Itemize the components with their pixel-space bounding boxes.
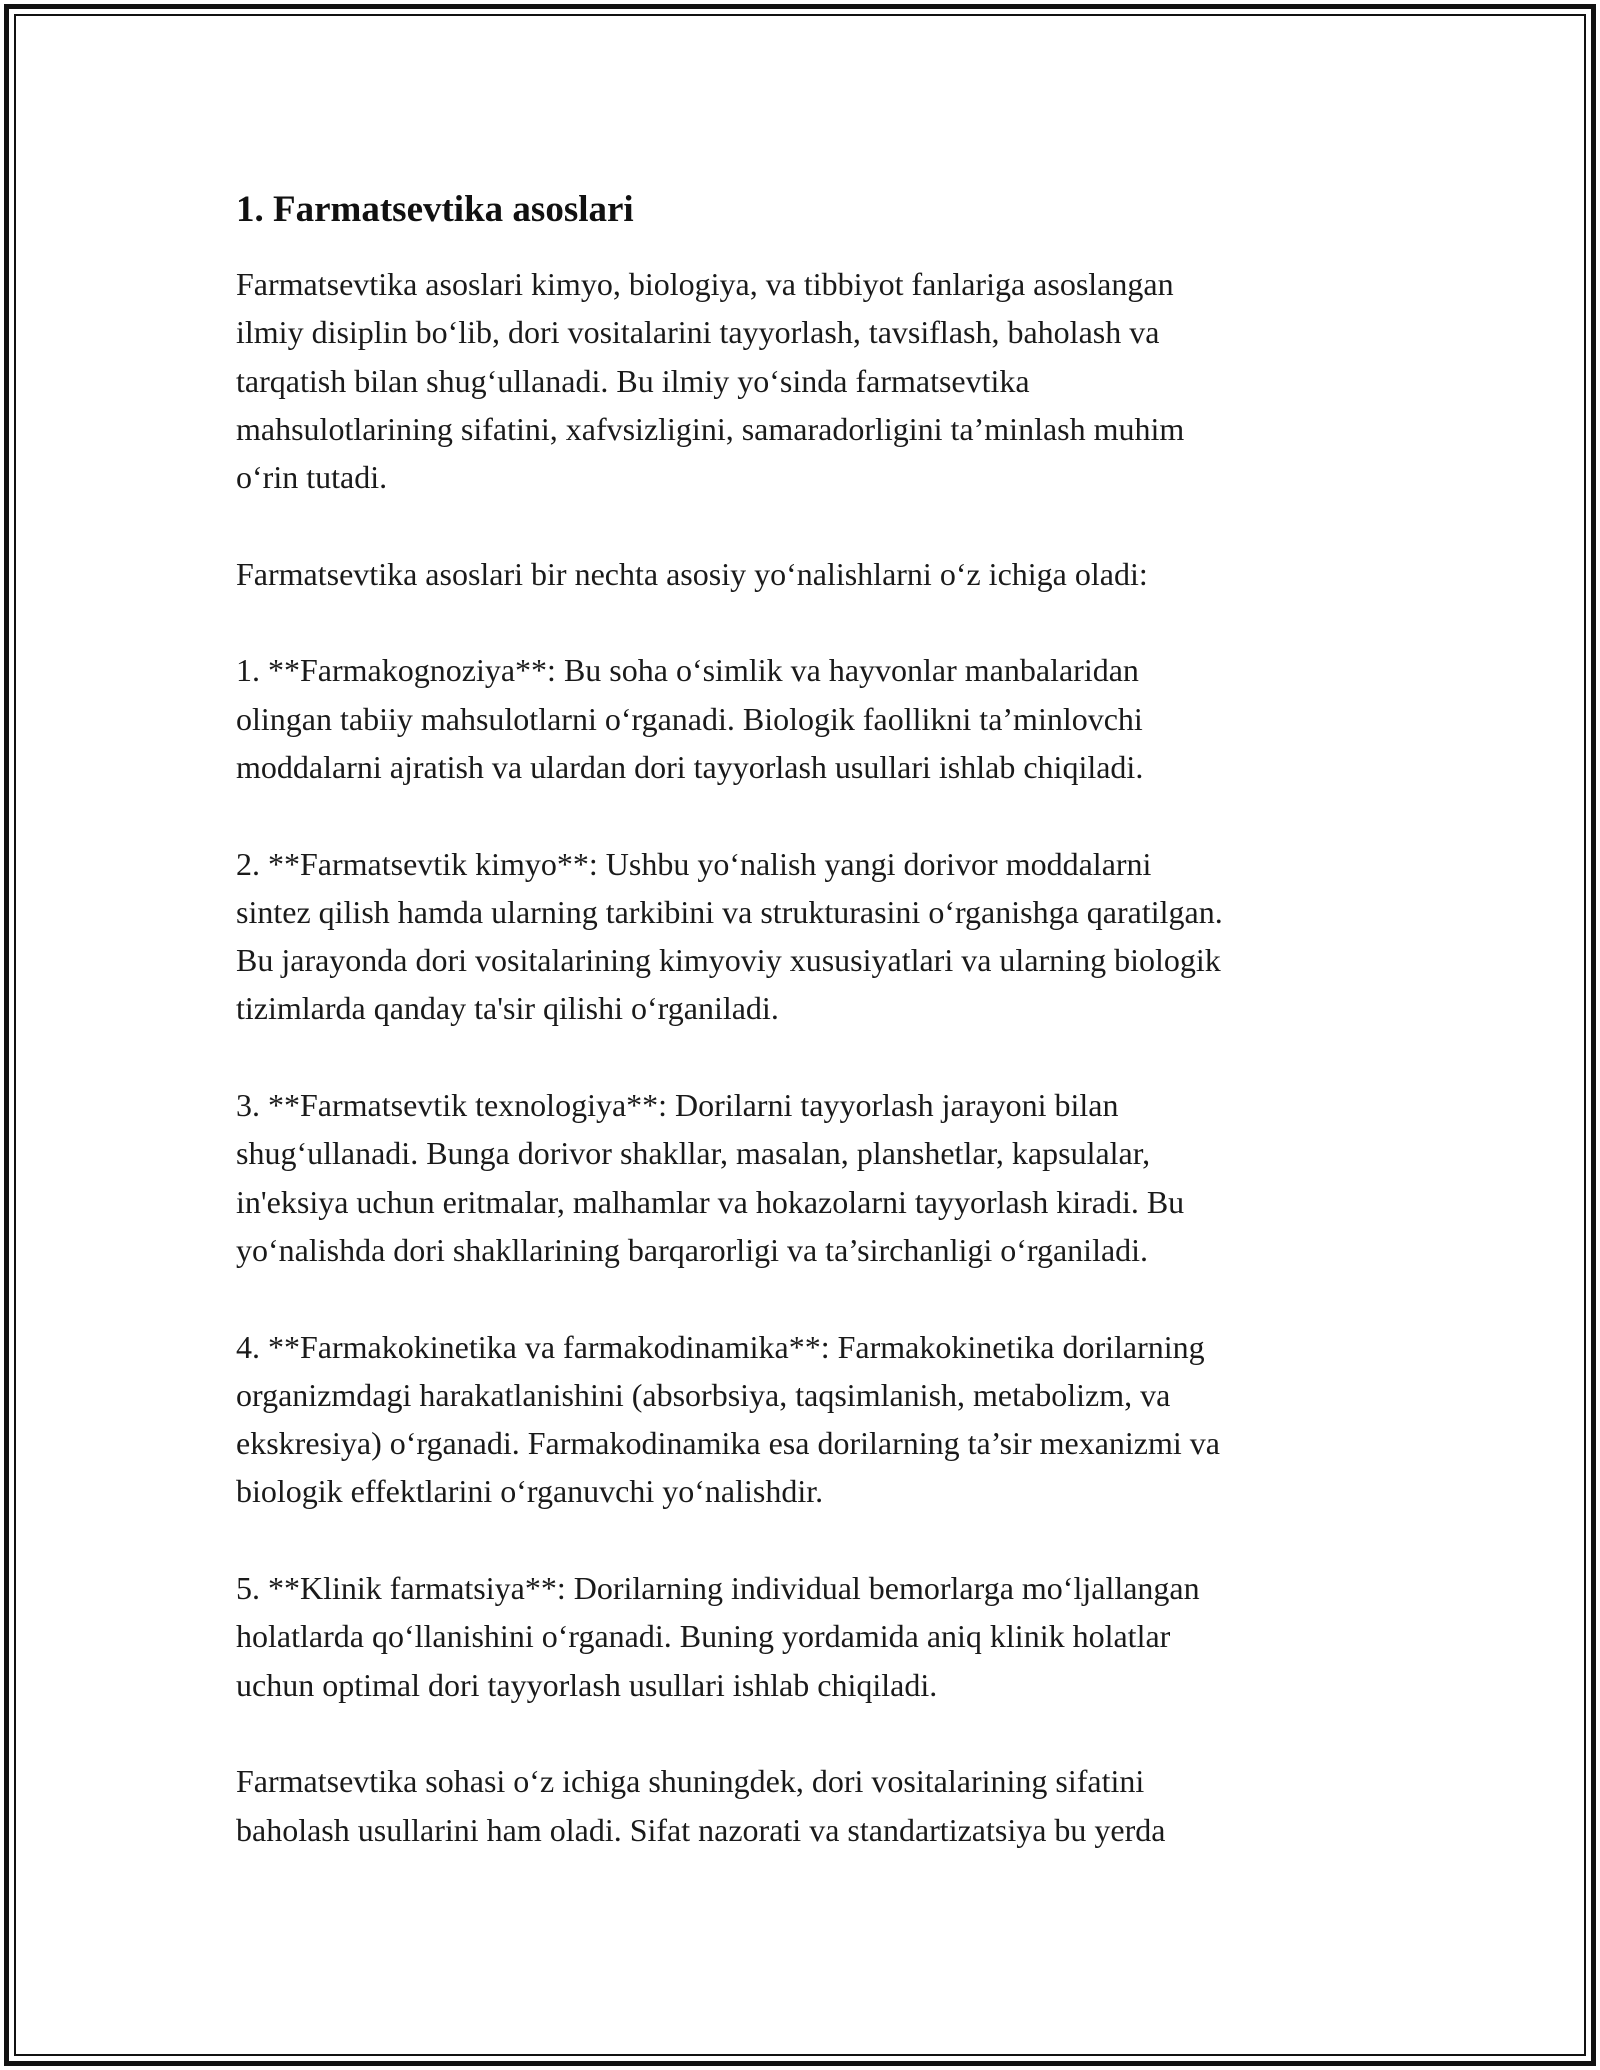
text-line: Farmatsevtika sohasi o‘z ichiga shuningdek, dori vositalarining sifatini bbox=[236, 1763, 1145, 1800]
list-item-klinik-farmatsiya bbox=[236, 1564, 1376, 1709]
paragraph-intro bbox=[236, 260, 1376, 501]
text-line: tizimlarda qanday ta'sir qilishi o‘rganiladi. bbox=[236, 990, 779, 1027]
text-line: baholash usullarini ham oladi. Sifat nazorati va standartizatsiya bu yerda bbox=[236, 1811, 1166, 1848]
text-line: olingan tabiiy mahsulotlarni o‘rganadi. Biologik faollikni ta’minlovchi bbox=[236, 700, 1143, 737]
text-line: 1. **Farmakognoziya**: Bu soha o‘simlik va hayvonlar manbalaridan bbox=[236, 652, 1139, 689]
text-line: ilmiy disiplin bo‘lib, dori vositalarini tayyorlash, tavsiflash, baholash va bbox=[236, 314, 1160, 351]
text-line: Farmatsevtika asoslari kimyo, biologiya, va tibbiyot fanlariga asoslangan bbox=[236, 266, 1174, 302]
text-line: moddalarni ajratish va ulardan dori tayyorlash usullari ishlab chiqiladi. bbox=[236, 748, 1144, 785]
text-line: mahsulotlarining sifatini, xafvsizligini, samaradorligini ta’minlash muhim bbox=[236, 410, 1185, 447]
text-line: in'eksiya uchun eritmalar, malhamlar va hokazolarni tayyorlash kiradi. Bu bbox=[236, 1183, 1185, 1220]
list-item-farmakognoziya bbox=[236, 646, 1376, 791]
paragraph-directions-intro bbox=[236, 550, 1376, 598]
list-item-farmatsevtik-kimyo bbox=[236, 840, 1376, 1033]
text-line: 3. **Farmatsevtik texnologiya**: Dorilarni tayyorlash jarayoni bilan bbox=[236, 1087, 1119, 1124]
list-item-farmatsevtik-texnologiya bbox=[236, 1081, 1376, 1274]
text-line: o‘rin tutadi. bbox=[236, 459, 388, 496]
text-line: 5. **Klinik farmatsiya**: Dorilarning individual bemorlarga mo‘ljallangan bbox=[236, 1570, 1200, 1607]
paragraph-quality bbox=[236, 1757, 1376, 1854]
text-line: shug‘ullanadi. Bunga dorivor shakllar, masalan, planshetlar, kapsulalar, bbox=[236, 1135, 1151, 1172]
text-line: uchun optimal dori tayyorlash usullari ishlab chiqiladi. bbox=[236, 1666, 938, 1703]
section-heading: 1. Farmatsevtika asoslari bbox=[236, 189, 634, 230]
document-body bbox=[236, 186, 1376, 1902]
text-line: Bu jarayonda dori vositalarining kimyoviy xususiyatlari va ularning biologik bbox=[236, 942, 1221, 979]
text-line: organizmdagi harakatlanishini (absorbsiya, taqsimlanish, metabolizm, va bbox=[236, 1376, 1171, 1413]
list-item-farmakokinetika bbox=[236, 1323, 1376, 1516]
text-line: ekskresiya) o‘rganadi. Farmakodinamika esa dorilarning ta’sir mexanizmi va bbox=[236, 1425, 1220, 1462]
text-line: 4. **Farmakokinetika va farmakodinamika**: Farmakokinetika dorilarning bbox=[236, 1328, 1205, 1365]
text-line: sintez qilish hamda ularning tarkibini va strukturasini o‘rganishga qaratilgan. bbox=[236, 893, 1223, 930]
text-line: Farmatsevtika asoslari bir nechta asosiy yo‘nalishlarni o‘z ichiga oladi: bbox=[236, 555, 1148, 592]
text-line: holatlarda qo‘llanishini o‘rganadi. Buning yordamida aniq klinik holatlar bbox=[236, 1618, 1171, 1655]
text-line: tarqatish bilan shug‘ullanadi. Bu ilmiy yo‘sinda farmatsevtika bbox=[236, 362, 1030, 399]
text-line: 2. **Farmatsevtik kimyo**: Ushbu yo‘nalish yangi dorivor moddalarni bbox=[236, 845, 1152, 882]
text-line: biologik effektlarini o‘rganuvchi yo‘nalishdir. bbox=[236, 1473, 824, 1510]
text-line: yo‘nalishda dori shakllarining barqarorligi va ta’sirchanligi o‘rganiladi. bbox=[236, 1231, 1149, 1268]
